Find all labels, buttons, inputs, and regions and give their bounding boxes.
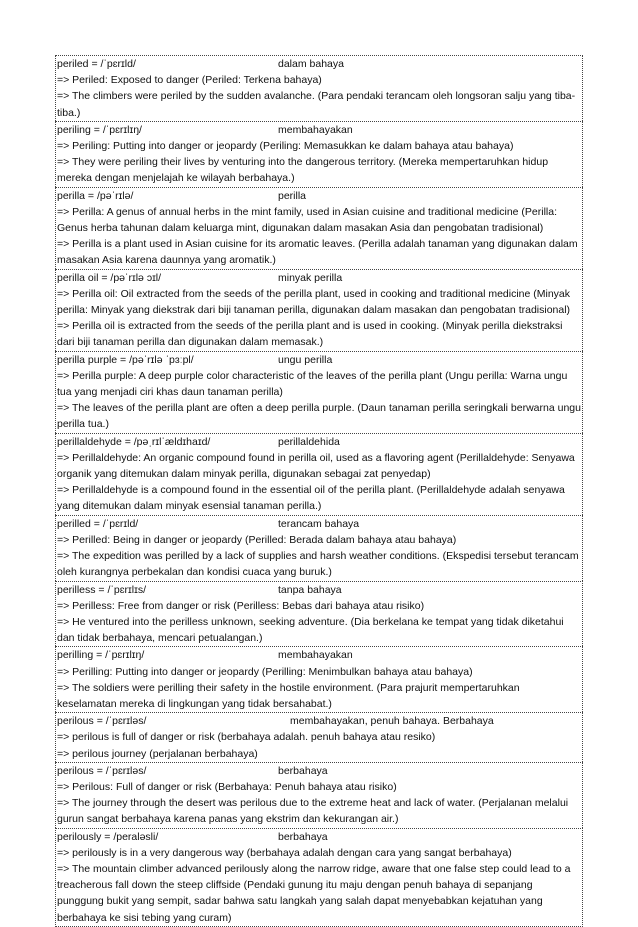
- entry-translation: ungu perilla: [278, 353, 333, 366]
- entry-example: => They were periling their lives by venturing into the dangerous territory. (Mereka mempertaruhkan hidup mereka dengan menjelajah ke wilayah berbahaya.): [57, 156, 549, 185]
- entry-example: => perilous journey (perjalanan berbahaya): [57, 747, 258, 760]
- entry-example: => The leaves of the perilla plant are often a deep perilla purple. (Daun tanaman perilla seringkali berwarna ungu perilla tua.): [57, 402, 581, 431]
- entry-term: perilled = /ˈpɛrɪld/: [57, 517, 139, 530]
- entry-definition: => Perilla oil: Oil extracted from the seeds of the perilla plant, used in cooking and traditional medicine (Minyak perilla: Minyak yang diekstrak dari biji tanaman perilla, digunakan dalam masakan dan pengobatan tradisional): [57, 287, 571, 317]
- entry-heading: [57, 763, 581, 779]
- entry-definition: => Perilless: Free from danger or risk (Perilless: Bebas dari bahaya atau risiko): [57, 599, 425, 612]
- entry-term: perilously = /peraləsli/: [57, 830, 159, 843]
- entry-example: => He ventured into the perilless unknown, seeking adventure. (Dia berkelana ke tempat yang tidak diketahui dan tidak berbahaya, mencari petualangan.): [57, 615, 564, 645]
- entry-translation: berbahaya: [278, 764, 328, 777]
- entry-heading: [57, 56, 581, 72]
- entry-definition: => perilously is in a very dangerous way (berbahaya adalah dengan cara yang sangat berbahaya): [57, 846, 512, 859]
- entry-heading: [57, 713, 581, 729]
- glossary-entry: [55, 121, 583, 187]
- entry-definition: => Periling: Putting into danger or jeopardy (Periling: Memasukkan ke dalam bahaya atau bahaya): [57, 140, 514, 153]
- entry-translation: membahayakan, penuh bahaya. Berbahaya: [290, 715, 494, 728]
- entry-heading: [57, 122, 581, 138]
- entry-translation: dalam bahaya: [278, 58, 344, 70]
- glossary-entry: [55, 433, 583, 515]
- entry-term: perilous = /ˈpɛrɪləs/: [57, 715, 147, 728]
- entry-heading: [57, 188, 581, 204]
- entry-term: periling = /ˈpɛrɪlɪŋ/: [57, 123, 142, 136]
- entry-example: => The expedition was perilled by a lack of supplies and harsh weather conditions. (Ekspedisi tersebut terancam oleh kurangnya perbekalan dan kondisi cuaca yang buruk.): [57, 550, 579, 579]
- entry-heading: [57, 516, 581, 532]
- entry-definition: => Perilla purple: A deep purple color characteristic of the leaves of the perilla plant (Ungu perilla: Warna ungu tua yang menjadi ciri khas daun tanaman perilla): [57, 369, 568, 399]
- entry-term: perilla = /pəˈrɪlə/: [57, 189, 134, 202]
- entry-term: perilla oil = /pəˈrɪlə ɔɪl/: [57, 271, 162, 284]
- glossary-entry: [55, 351, 583, 433]
- glossary-entry: [55, 712, 583, 762]
- entry-example: => The journey through the desert was perilous due to the extreme heat and lack of water. (Perjalanan melalui gurun sangat berbahaya karena panas yang ekstrim dan kekurangan air.): [57, 797, 569, 826]
- entry-definition: => Perilous: Full of danger or risk (Berbahaya: Penuh bahaya atau risiko): [57, 780, 397, 793]
- entry-definition: => Perillaldehyde: An organic compound found in perilla oil, used as a flavoring agent (Perillaldehyde: Senyawa organik yang ditemukan dalam minyak perilla, digunakan sebagai zat penyedap): [57, 451, 575, 481]
- entry-translation: membahayakan: [278, 123, 353, 136]
- entry-heading: [57, 434, 581, 450]
- entry-term: perilless = /ˈpɛrɪlɪs/: [57, 583, 147, 596]
- entry-translation: berbahaya: [278, 830, 328, 843]
- glossary-entry: [55, 762, 583, 828]
- entry-translation: perilla: [278, 189, 307, 202]
- glossary-entry: [55, 581, 583, 647]
- entry-heading: [57, 582, 581, 598]
- glossary-entry: [55, 515, 583, 581]
- entry-translation: tanpa bahaya: [278, 583, 342, 596]
- entry-example: => Perilla is a plant used in Asian cuisine for its aromatic leaves. (Perilla adalah tanaman yang digunakan dalam masakan Asia karena daunnya yang aromatik.): [57, 238, 578, 267]
- glossary-entry: [55, 55, 583, 121]
- entry-term: perilla purple = /pəˈrɪlə ˈpɜːpl/: [57, 353, 194, 366]
- glossary-document: [55, 55, 583, 927]
- entry-term: perilling = /ˈpɛrɪlɪŋ/: [57, 649, 145, 662]
- entry-term: perilous = /ˈpɛrɪləs/: [57, 764, 147, 777]
- entry-example: => Perillaldehyde is a compound found in the essential oil of the perilla plant. (Perillaldehyde adalah senyawa yang ditemukan dalam minyak esensial tanaman perilla.): [57, 484, 565, 513]
- glossary-entry: [55, 187, 583, 269]
- entry-heading: [57, 829, 581, 845]
- entry-example: => The mountain climber advanced perilously along the narrow ridge, aware that one false step could lead to a treacherous fall down the steep cliffside (Pendaki gunung itu maju dengan penuh bahaya di sepanjang punggung bukit yang sempit, sadar bahwa satu langkah yang salah dapat menyebabkan kejatuhan yang berbahaya ke sisi tebing yang curam): [57, 862, 571, 924]
- entry-translation: perillaldehida: [278, 435, 340, 448]
- glossary-entry: [55, 828, 583, 927]
- entry-definition: => Perilling: Putting into danger or jeopardy (Perilling: Menimbulkan bahaya atau bahaya): [57, 665, 473, 678]
- entry-definition: => Periled: Exposed to danger (Periled: Terkena bahaya): [57, 74, 322, 87]
- glossary-entry: [55, 269, 583, 351]
- entry-term: perillaldehyde = /pəˌrɪlˈældɪhaɪd/: [57, 435, 211, 448]
- glossary-entry: [55, 646, 583, 712]
- entry-definition: => Perilla: A genus of annual herbs in the mint family, used in Asian cuisine and traditional medicine (Perilla: Genus herba tahunan dalam keluarga mint, digunakan dalam masakan Asia dan pengobatan tradisional): [57, 205, 558, 235]
- entry-translation: terancam bahaya: [278, 517, 360, 530]
- entry-heading: [57, 647, 581, 663]
- entry-translation: minyak perilla: [278, 271, 343, 284]
- entry-definition: => Perilled: Being in danger or jeopardy (Perilled: Berada dalam bahaya atau bahaya): [57, 533, 457, 546]
- entry-term: periled = /ˈpɛrɪld/: [57, 58, 136, 70]
- entry-heading: [57, 352, 581, 368]
- entry-example: => Perilla oil is extracted from the seeds of the perilla plant and is used in cooking. (Minyak perilla diekstraksi dari biji tanaman perilla dan digunakan dalam memasak.): [57, 320, 563, 349]
- entry-example: => The soldiers were perilling their safety in the hostile environment. (Para prajurit mempertaruhkan keselamatan mereka di lingkungan yang tidak bersahabat.): [57, 681, 520, 710]
- entry-definition: => perilous is full of danger or risk (berbahaya adalah. penuh bahaya atau resiko): [57, 731, 436, 744]
- entry-example: => The climbers were periled by the sudden avalanche. (Para pendaki terancam oleh longsoran salju yang tiba-tiba.): [57, 90, 576, 119]
- entry-translation: membahayakan: [278, 649, 353, 662]
- entry-heading: [57, 270, 581, 286]
